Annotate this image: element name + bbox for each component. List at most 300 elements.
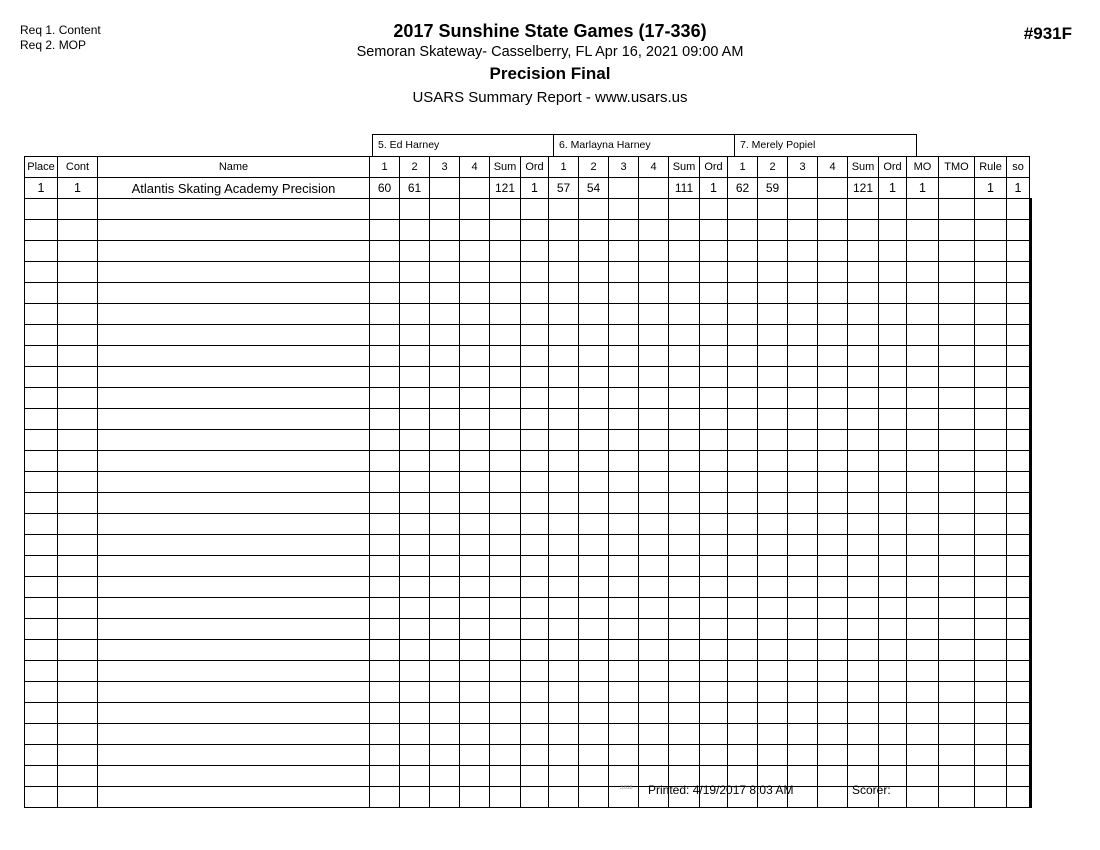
cell-blank[interactable] [758,556,788,577]
cell-blank[interactable] [728,199,758,220]
cell-blank[interactable] [549,241,579,262]
cell-blank[interactable] [818,703,848,724]
cell-blank[interactable] [1031,367,1032,388]
cell-blank[interactable] [58,493,98,514]
cell-blank[interactable] [1007,262,1030,283]
cell-blank[interactable] [788,262,818,283]
cell-blank[interactable] [818,556,848,577]
cell-blank[interactable] [975,241,1007,262]
cell-blank[interactable] [907,304,939,325]
cell-blank[interactable] [788,199,818,220]
cell-blank[interactable] [939,703,975,724]
cell-blank[interactable] [1031,493,1032,514]
cell-blank[interactable] [25,451,58,472]
cell-blank[interactable] [848,472,879,493]
cell-blank[interactable] [639,514,669,535]
cell-blank[interactable] [579,220,609,241]
cell-blank[interactable] [370,283,400,304]
cell-j5-m3[interactable] [430,178,460,199]
cell-blank[interactable] [521,388,549,409]
cell-blank[interactable] [98,367,370,388]
cell-blank[interactable] [939,346,975,367]
cell-blank[interactable] [700,430,728,451]
cell-blank[interactable] [879,388,907,409]
cell-blank[interactable] [788,367,818,388]
cell-blank[interactable] [430,199,460,220]
cell-blank[interactable] [700,304,728,325]
cell-blank[interactable] [939,409,975,430]
cell-blank[interactable] [521,661,549,682]
cell-blank[interactable] [818,535,848,556]
cell-blank[interactable] [400,724,430,745]
cell-blank[interactable] [521,577,549,598]
cell-blank[interactable] [490,325,521,346]
cell-blank[interactable] [818,619,848,640]
cell-blank[interactable] [609,640,639,661]
cell-blank[interactable] [1007,388,1030,409]
cell-blank[interactable] [788,451,818,472]
cell-cont[interactable]: 1 [58,178,98,199]
cell-blank[interactable] [430,682,460,703]
cell-blank[interactable] [639,724,669,745]
cell-blank[interactable] [549,472,579,493]
cell-blank[interactable] [879,304,907,325]
cell-blank[interactable] [758,514,788,535]
cell-blank[interactable] [370,262,400,283]
cell-blank[interactable] [370,409,400,430]
cell-blank[interactable] [98,388,370,409]
cell-blank[interactable] [521,283,549,304]
cell-blank[interactable] [460,304,490,325]
cell-blank[interactable] [521,535,549,556]
cell-blank[interactable] [939,388,975,409]
cell-blank[interactable] [609,241,639,262]
cell-blank[interactable] [430,598,460,619]
cell-blank[interactable] [639,493,669,514]
cell-blank[interactable] [579,367,609,388]
cell-blank[interactable] [975,367,1007,388]
cell-blank[interactable] [98,430,370,451]
cell-blank[interactable] [669,682,700,703]
cell-blank[interactable] [609,220,639,241]
cell-blank[interactable] [460,661,490,682]
cell-blank[interactable] [700,493,728,514]
cell-blank[interactable] [639,451,669,472]
cell-blank[interactable] [975,661,1007,682]
cell-blank[interactable] [728,346,758,367]
cell-blank[interactable] [370,535,400,556]
cell-blank[interactable] [460,745,490,766]
cell-blank[interactable] [1031,220,1032,241]
cell-blank[interactable] [490,472,521,493]
cell-blank[interactable] [490,661,521,682]
cell-blank[interactable] [788,514,818,535]
cell-blank[interactable] [25,262,58,283]
cell-blank[interactable] [460,640,490,661]
cell-blank[interactable] [818,514,848,535]
cell-blank[interactable] [400,682,430,703]
cell-blank[interactable] [848,283,879,304]
cell-blank[interactable] [25,472,58,493]
cell-blank[interactable] [58,283,98,304]
cell-rule[interactable]: 1 [975,178,1007,199]
cell-blank[interactable] [25,388,58,409]
cell-blank[interactable] [639,304,669,325]
cell-blank[interactable] [700,745,728,766]
cell-blank[interactable] [609,199,639,220]
cell-blank[interactable] [609,346,639,367]
cell-blank[interactable] [490,220,521,241]
cell-blank[interactable] [609,535,639,556]
cell-blank[interactable] [370,619,400,640]
cell-blank[interactable] [98,514,370,535]
cell-j6-m2[interactable]: 54 [579,178,609,199]
cell-blank[interactable] [25,661,58,682]
cell-blank[interactable] [818,640,848,661]
cell-blank[interactable] [848,661,879,682]
cell-j7-sum[interactable]: 121 [848,178,879,199]
cell-blank[interactable] [879,199,907,220]
cell-blank[interactable] [430,472,460,493]
cell-blank[interactable] [939,451,975,472]
cell-blank[interactable] [728,304,758,325]
cell-blank[interactable] [549,724,579,745]
cell-blank[interactable] [700,388,728,409]
cell-blank[interactable] [975,304,1007,325]
cell-blank[interactable] [370,577,400,598]
cell-blank[interactable] [25,514,58,535]
cell-blank[interactable] [1031,619,1032,640]
cell-blank[interactable] [848,598,879,619]
cell-blank[interactable] [700,262,728,283]
cell-blank[interactable] [669,304,700,325]
cell-blank[interactable] [758,535,788,556]
cell-blank[interactable] [549,283,579,304]
cell-blank[interactable] [669,451,700,472]
cell-blank[interactable] [758,325,788,346]
cell-blank[interactable] [58,514,98,535]
cell-blank[interactable] [669,577,700,598]
cell-j5-m4[interactable] [460,178,490,199]
cell-blank[interactable] [370,346,400,367]
cell-blank[interactable] [430,262,460,283]
cell-blank[interactable] [848,262,879,283]
cell-blank[interactable] [430,451,460,472]
cell-blank[interactable] [939,430,975,451]
cell-blank[interactable] [1007,346,1030,367]
cell-blank[interactable] [490,556,521,577]
cell-blank[interactable] [1007,598,1030,619]
cell-blank[interactable] [758,346,788,367]
cell-blank[interactable] [609,619,639,640]
cell-blank[interactable] [758,724,788,745]
cell-blank[interactable] [400,367,430,388]
cell-blank[interactable] [25,283,58,304]
cell-blank[interactable] [400,619,430,640]
cell-blank[interactable] [549,325,579,346]
cell-blank[interactable] [490,640,521,661]
cell-blank[interactable] [758,367,788,388]
cell-blank[interactable] [490,409,521,430]
cell-blank[interactable] [879,682,907,703]
cell-blank[interactable] [549,199,579,220]
cell-blank[interactable] [907,430,939,451]
cell-blank[interactable] [490,430,521,451]
cell-blank[interactable] [669,703,700,724]
cell-blank[interactable] [700,283,728,304]
cell-blank[interactable] [430,493,460,514]
cell-blank[interactable] [1007,703,1030,724]
cell-blank[interactable] [879,346,907,367]
cell-blank[interactable] [549,619,579,640]
cell-blank[interactable] [788,220,818,241]
cell-j6-sum[interactable]: 111 [669,178,700,199]
cell-blank[interactable] [669,514,700,535]
cell-blank[interactable] [58,367,98,388]
cell-blank[interactable] [1031,598,1032,619]
cell-blank[interactable] [939,325,975,346]
cell-blank[interactable] [907,619,939,640]
cell-mo[interactable]: 1 [907,178,939,199]
cell-blank[interactable] [669,220,700,241]
cell-blank[interactable] [460,598,490,619]
cell-blank[interactable] [907,325,939,346]
cell-blank[interactable] [549,514,579,535]
cell-blank[interactable] [848,493,879,514]
cell-blank[interactable] [58,241,98,262]
cell-blank[interactable] [758,430,788,451]
cell-blank[interactable] [579,304,609,325]
cell-blank[interactable] [788,346,818,367]
cell-blank[interactable] [549,640,579,661]
cell-blank[interactable] [430,640,460,661]
cell-blank[interactable] [98,346,370,367]
cell-blank[interactable] [818,241,848,262]
cell-blank[interactable] [939,682,975,703]
cell-blank[interactable] [639,262,669,283]
cell-blank[interactable] [370,388,400,409]
cell-blank[interactable] [370,367,400,388]
cell-blank[interactable] [975,262,1007,283]
cell-blank[interactable] [639,598,669,619]
cell-blank[interactable] [98,724,370,745]
cell-blank[interactable] [907,514,939,535]
cell-j6-m4[interactable] [639,178,669,199]
cell-blank[interactable] [1031,745,1032,766]
cell-blank[interactable] [879,514,907,535]
cell-blank[interactable] [848,325,879,346]
cell-blank[interactable] [879,577,907,598]
cell-blank[interactable] [1007,619,1030,640]
cell-blank[interactable] [549,703,579,724]
cell-blank[interactable] [579,703,609,724]
cell-blank[interactable] [25,724,58,745]
cell-blank[interactable] [521,514,549,535]
cell-blank[interactable] [975,325,1007,346]
cell-blank[interactable] [1007,661,1030,682]
cell-blank[interactable] [669,598,700,619]
cell-blank[interactable] [58,199,98,220]
cell-blank[interactable] [848,745,879,766]
cell-blank[interactable] [460,577,490,598]
cell-blank[interactable] [669,409,700,430]
cell-blank[interactable] [669,388,700,409]
cell-blank[interactable] [370,745,400,766]
cell-blank[interactable] [521,199,549,220]
cell-blank[interactable] [460,514,490,535]
cell-blank[interactable] [490,682,521,703]
cell-blank[interactable] [639,472,669,493]
cell-blank[interactable] [579,199,609,220]
cell-blank[interactable] [490,703,521,724]
cell-blank[interactable] [460,283,490,304]
cell-blank[interactable] [939,304,975,325]
cell-blank[interactable] [700,661,728,682]
cell-blank[interactable] [460,556,490,577]
cell-blank[interactable] [818,283,848,304]
cell-blank[interactable] [879,325,907,346]
cell-j5-ord[interactable]: 1 [521,178,549,199]
cell-blank[interactable] [639,325,669,346]
cell-blank[interactable] [58,745,98,766]
cell-blank[interactable] [848,409,879,430]
cell-blank[interactable] [549,661,579,682]
cell-blank[interactable] [758,472,788,493]
cell-blank[interactable] [975,451,1007,472]
cell-blank[interactable] [430,724,460,745]
cell-blank[interactable] [975,283,1007,304]
cell-blank[interactable] [549,220,579,241]
cell-blank[interactable] [848,619,879,640]
cell-blank[interactable] [98,577,370,598]
cell-blank[interactable] [1007,451,1030,472]
cell-blank[interactable] [430,241,460,262]
cell-blank[interactable] [700,472,728,493]
cell-blank[interactable] [700,640,728,661]
cell-blank[interactable] [579,262,609,283]
cell-blank[interactable] [25,241,58,262]
cell-blank[interactable] [460,493,490,514]
cell-so[interactable]: 1 [1007,178,1030,199]
cell-blank[interactable] [609,451,639,472]
cell-blank[interactable] [58,304,98,325]
cell-blank[interactable] [879,283,907,304]
cell-blank[interactable] [939,472,975,493]
cell-blank[interactable] [370,199,400,220]
cell-blank[interactable] [549,346,579,367]
cell-blank[interactable] [98,241,370,262]
cell-blank[interactable] [700,241,728,262]
cell-blank[interactable] [818,220,848,241]
cell-blank[interactable] [98,556,370,577]
cell-place[interactable]: 1 [25,178,58,199]
cell-j5-sum[interactable]: 121 [490,178,521,199]
cell-blank[interactable] [98,409,370,430]
cell-blank[interactable] [98,619,370,640]
cell-blank[interactable] [370,640,400,661]
cell-blank[interactable] [728,451,758,472]
cell-blank[interactable] [490,451,521,472]
cell-blank[interactable] [639,409,669,430]
cell-blank[interactable] [490,598,521,619]
cell-blank[interactable] [98,535,370,556]
cell-blank[interactable] [430,514,460,535]
cell-blank[interactable] [728,220,758,241]
cell-blank[interactable] [639,367,669,388]
cell-blank[interactable] [758,304,788,325]
cell-blank[interactable] [758,619,788,640]
cell-blank[interactable] [879,493,907,514]
cell-blank[interactable] [788,388,818,409]
cell-blank[interactable] [639,577,669,598]
cell-blank[interactable] [818,472,848,493]
cell-blank[interactable] [728,724,758,745]
cell-blank[interactable] [521,598,549,619]
cell-blank[interactable] [400,241,430,262]
cell-blank[interactable] [430,556,460,577]
cell-blank[interactable] [907,199,939,220]
cell-blank[interactable] [939,577,975,598]
cell-blank[interactable] [400,493,430,514]
cell-blank[interactable] [879,472,907,493]
cell-blank[interactable] [490,514,521,535]
cell-blank[interactable] [848,430,879,451]
cell-blank[interactable] [1031,325,1032,346]
cell-blank[interactable] [1007,199,1030,220]
cell-blank[interactable] [639,199,669,220]
cell-blank[interactable] [700,682,728,703]
cell-blank[interactable] [430,346,460,367]
cell-blank[interactable] [460,262,490,283]
cell-blank[interactable] [549,451,579,472]
cell-blank[interactable] [521,451,549,472]
cell-blank[interactable] [1031,241,1032,262]
cell-blank[interactable] [490,493,521,514]
cell-j5-m1[interactable]: 60 [370,178,400,199]
cell-blank[interactable] [728,262,758,283]
cell-blank[interactable] [549,409,579,430]
cell-blank[interactable] [700,598,728,619]
cell-blank[interactable] [669,472,700,493]
cell-blank[interactable] [700,577,728,598]
cell-blank[interactable] [848,703,879,724]
cell-blank[interactable] [939,535,975,556]
cell-blank[interactable] [939,661,975,682]
cell-blank[interactable] [25,367,58,388]
cell-blank[interactable] [579,640,609,661]
cell-blank[interactable] [728,640,758,661]
cell-blank[interactable] [939,745,975,766]
cell-blank[interactable] [521,556,549,577]
cell-blank[interactable] [879,703,907,724]
cell-blank[interactable] [818,724,848,745]
cell-blank[interactable] [1007,220,1030,241]
cell-blank[interactable] [58,577,98,598]
cell-blank[interactable] [975,640,1007,661]
cell-blank[interactable] [58,409,98,430]
cell-blank[interactable] [788,325,818,346]
cell-blank[interactable] [370,514,400,535]
cell-blank[interactable] [490,577,521,598]
cell-blank[interactable] [728,325,758,346]
cell-j7-m4[interactable] [818,178,848,199]
cell-blank[interactable] [1031,388,1032,409]
cell-blank[interactable] [521,724,549,745]
cell-blank[interactable] [728,241,758,262]
cell-blank[interactable] [975,199,1007,220]
cell-blank[interactable] [639,346,669,367]
cell-blank[interactable] [1007,472,1030,493]
